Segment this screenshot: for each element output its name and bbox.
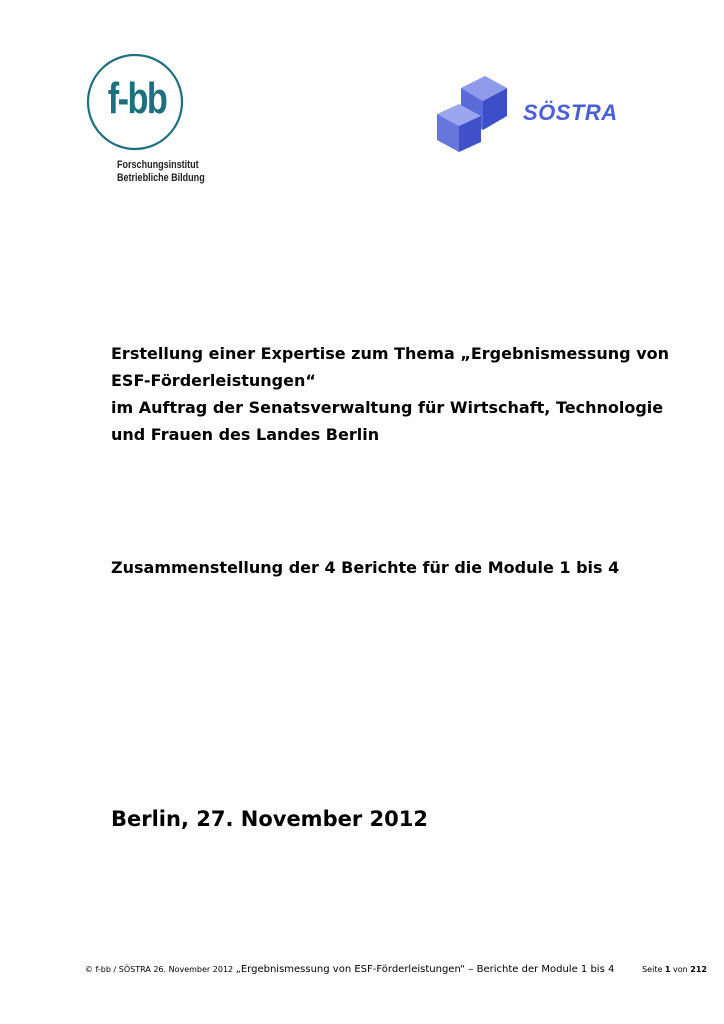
title-line-2: ESF-Förderleistungen“ [111, 371, 316, 390]
footer-page-prefix: Seite [642, 965, 663, 974]
soestra-cubes-icon [433, 74, 518, 154]
fbb-logo-subtitle [117, 159, 205, 185]
title-line-3: im Auftrag der Senatsverwaltung für Wirtschaft, Technologie [111, 398, 664, 417]
footer-page-current: 1 [664, 965, 671, 974]
title-line-1: Erstellung einer Expertise zum Thema „Ergebnismessung von [111, 344, 669, 363]
fbb-logo-mark: f-bb [107, 74, 167, 123]
page-footer [85, 962, 707, 978]
fbb-logo-subtitle-line2: Betriebliche Bildung [117, 172, 205, 184]
footer-page-total: 212 [690, 965, 707, 974]
footer-copyright: © f-bb / SÖSTRA 26. November 2012 [85, 965, 234, 974]
footer-document-title: „Ergebnismessung von ESF-Förderleistungen“ – Berichte der Module 1 bis 4 [235, 964, 615, 975]
document-title [111, 340, 671, 448]
footer-left [85, 962, 614, 978]
fbb-logo-subtitle-line1: Forschungsinstitut [117, 159, 199, 171]
soestra-wordmark: SÖSTRA [523, 100, 618, 125]
footer-page-separator: von [673, 965, 688, 974]
footer-page-number [642, 962, 707, 978]
soestra-logo [433, 74, 643, 154]
compilation-subtitle: Zusammenstellung der 4 Berichte für die Module 1 bis 4 [111, 558, 620, 577]
document-date: Berlin, 27. November 2012 [111, 807, 428, 831]
fbb-logo [85, 52, 205, 192]
title-line-4: und Frauen des Landes Berlin [111, 425, 380, 444]
